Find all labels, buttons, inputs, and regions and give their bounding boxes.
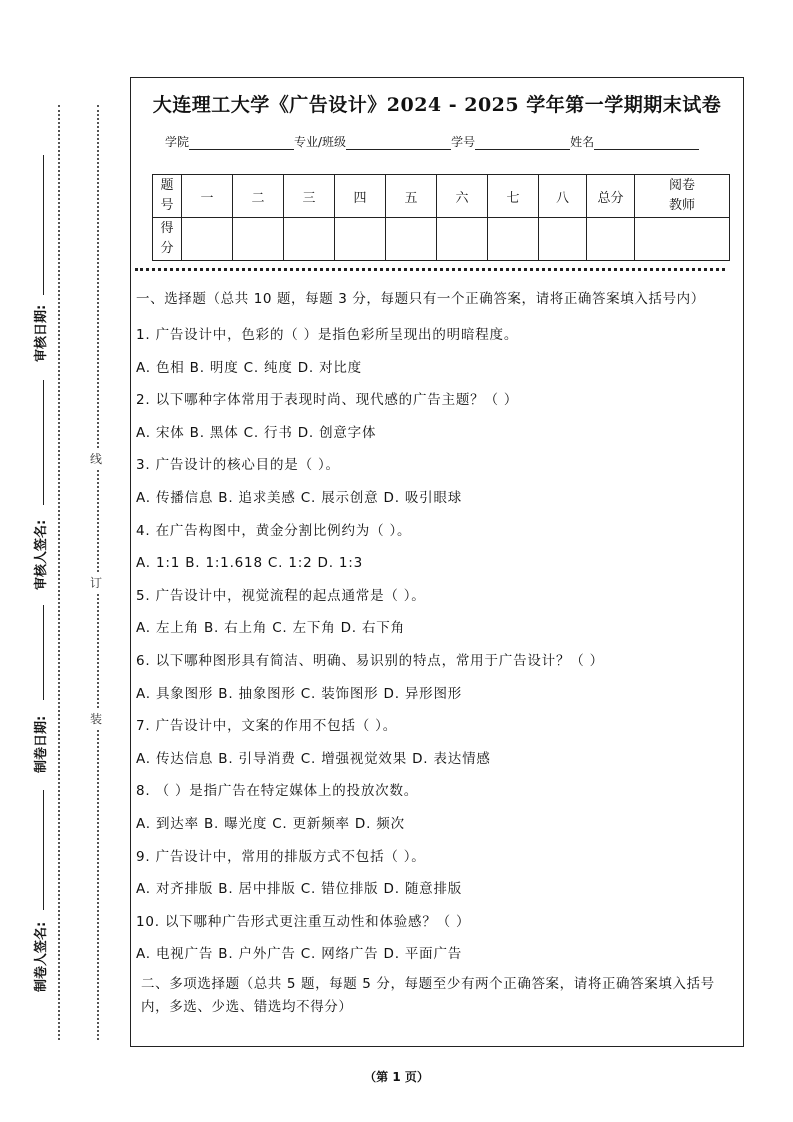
score-cell[interactable] (233, 218, 284, 261)
score-col-header: 二 (233, 175, 284, 218)
score-col-header: 四 (335, 175, 386, 218)
question-text: 8. （ ）是指广告在特定媒体上的投放次数。 (136, 783, 419, 800)
score-col-header: 八 (539, 175, 587, 218)
binding-dotted-line-outer (58, 105, 60, 1040)
score-cell[interactable] (386, 218, 437, 261)
student-info-row (165, 133, 699, 150)
section2-heading: 二、多项选择题（总共 5 题，每题 5 分，每题至少有两个正确答案，请将正确答案填入括号内，多选、少选、错选均不得分） (141, 975, 715, 1015)
total-col-header: 总分 (587, 175, 635, 218)
reviewer-sign-line (43, 380, 44, 505)
score-cell[interactable] (488, 218, 539, 261)
name-label: 姓名 (570, 135, 595, 149)
binding-mark-staple: 订 (90, 572, 102, 593)
exam-content (136, 288, 736, 1019)
question-options: A. 色相 B. 明度 C. 纯度 D. 对比度 (136, 359, 362, 376)
score-col-header: 一 (182, 175, 233, 218)
make-date-label: 制卷日期: (34, 715, 49, 773)
major-label: 专业/班级 (294, 135, 347, 149)
maker-sign-line (43, 790, 44, 910)
major-field[interactable] (346, 135, 451, 150)
question-number-label: 题号 (160, 178, 174, 213)
question-text: 6. 以下哪种图形具有简洁、明确、易识别的特点，常用于广告设计？（ ） (136, 652, 604, 669)
question-text: 4. 在广告构图中，黄金分割比例约为（ ）。 (136, 522, 412, 539)
page-number: （第 1 页） (364, 1070, 429, 1084)
score-cell[interactable] (182, 218, 233, 261)
question-options: A. 1:1 B. 1:1.618 C. 1:2 D. 1:3 (136, 555, 364, 572)
review-date-label: 审核日期: (34, 304, 49, 362)
question-number-label-cell (153, 175, 182, 218)
grader-label-line2: 教师 (668, 198, 695, 213)
question-options: A. 具象图形 B. 抽象图形 C. 装饰图形 D. 异形图形 (136, 685, 463, 702)
section-separator (135, 268, 725, 271)
review-date-line (43, 155, 44, 295)
score-cell[interactable] (284, 218, 335, 261)
name-field[interactable] (594, 135, 699, 150)
question-text: 2. 以下哪种字体常用于表现时尚、现代感的广告主题？（ ） (136, 392, 519, 409)
score-col-header: 七 (488, 175, 539, 218)
score-cell[interactable] (437, 218, 488, 261)
question-text: 3. 广告设计的核心目的是（ ）。 (136, 457, 340, 474)
make-date-line (43, 605, 44, 700)
student-id-field[interactable] (475, 135, 570, 150)
score-table (152, 174, 730, 261)
exam-frame (130, 77, 744, 1047)
score-col-header: 三 (284, 175, 335, 218)
question-options: A. 传达信息 B. 引导消费 C. 增强视觉效果 D. 表达情感 (136, 750, 491, 767)
exam-title: 大连理工大学《广告设计》2024 - 2025 学年第一学期期末试卷 (152, 94, 722, 116)
score-table-header-row (153, 175, 730, 218)
college-field[interactable] (189, 135, 294, 150)
question-text: 5. 广告设计中，视觉流程的起点通常是（ ）。 (136, 587, 426, 604)
grader-col-header (635, 175, 730, 218)
question-list (136, 319, 736, 971)
score-col-header: 六 (437, 175, 488, 218)
reviewer-sign-label: 审核人签名: (34, 519, 49, 590)
question-text: 9. 广告设计中，常用的排版方式不包括（ ）。 (136, 848, 426, 865)
score-col-header: 五 (386, 175, 437, 218)
grader-cell[interactable] (635, 218, 730, 261)
section1-heading: 一、选择题（总共 10 题，每题 3 分，每题只有一个正确答案，请将正确答案填入括号内） (136, 291, 705, 307)
total-score-cell[interactable] (587, 218, 635, 261)
question-options: A. 左上角 B. 右上角 C. 左下角 D. 右下角 (136, 620, 405, 637)
question-options: A. 传播信息 B. 追求美感 C. 展示创意 D. 吸引眼球 (136, 489, 463, 506)
score-cell[interactable] (539, 218, 587, 261)
score-label-cell (153, 218, 182, 261)
binding-mark-bind: 装 (90, 708, 102, 729)
grader-label-line1: 阅卷 (668, 178, 695, 193)
question-text: 1. 广告设计中，色彩的（ ）是指色彩所呈现出的明暗程度。 (136, 327, 519, 343)
student-id-label: 学号 (451, 135, 476, 149)
score-table-score-row (153, 218, 730, 261)
question-options: A. 对齐排版 B. 居中排版 C. 错位排版 D. 随意排版 (136, 881, 463, 898)
score-label: 得分 (160, 221, 174, 256)
question-text: 10. 以下哪种广告形式更注重互动性和体验感？（ ） (136, 913, 471, 930)
question-options: A. 宋体 B. 黑体 C. 行书 D. 创意字体 (136, 424, 377, 441)
score-cell[interactable] (335, 218, 386, 261)
question-options: A. 电视广告 B. 户外广告 C. 网络广告 D. 平面广告 (136, 946, 463, 963)
maker-sign-label: 制卷人签名: (34, 921, 49, 992)
question-options: A. 到达率 B. 曝光度 C. 更新频率 D. 频次 (136, 815, 405, 832)
question-text: 7. 广告设计中，文案的作用不包括（ ）。 (136, 718, 398, 735)
binding-mark-line: 线 (90, 448, 102, 469)
college-label: 学院 (165, 135, 190, 149)
